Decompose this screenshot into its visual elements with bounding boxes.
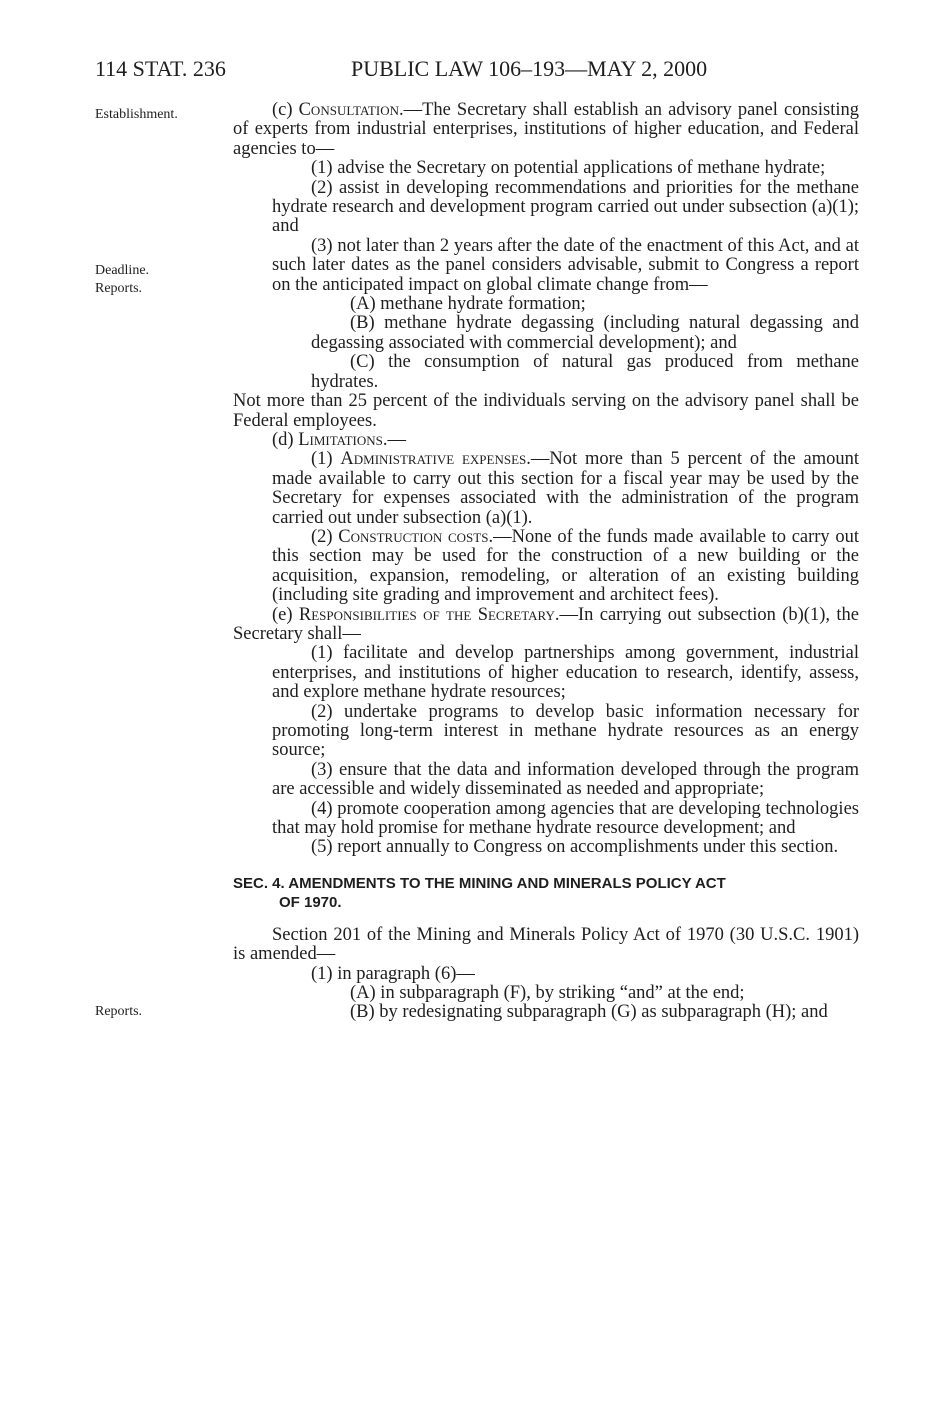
paragraph: (3) not later than 2 years after the date of the enactment of this Act, and at such later dates as the panel considers advisable, submit to Congress a report on the anticipated impact on global climate change from— — [272, 235, 859, 295]
subparagraph: (A) in subparagraph (F), by striking “and” at the end; — [350, 983, 745, 1004]
subparagraph: (B) methane hydrate degassing (including natural degassing and degassing associated with commercial development); and — [311, 313, 859, 353]
section-heading-line: SEC. 4. AMENDMENTS TO THE MINING AND MINERALS POLICY ACT — [233, 874, 726, 892]
subsection-c — [233, 101, 859, 159]
subsection-label: (e) — [272, 604, 299, 625]
margin-note-deadline: Deadline. — [95, 263, 150, 278]
subsection-e — [233, 606, 859, 645]
paragraph-label: (1) — [311, 449, 341, 470]
subsection-heading: Responsibilities of the Secretary — [298, 604, 555, 625]
paragraph: (2) undertake programs to develop basic information necessary for promoting long-term interest in methane hydrate resources as an energy source; — [272, 701, 859, 761]
subparagraph: (B) by redesignating subparagraph (G) as subparagraph (H); and — [350, 1002, 828, 1023]
public-law-header: PUBLIC LAW 106–193—MAY 2, 2000 — [351, 56, 708, 81]
paragraph: (5) report annually to Congress on accomplishments under this section. — [311, 837, 839, 858]
paragraph: (2) assist in developing recommendations and priorities for the methane hydrate research and development program carried out under subsection (a)(1); and — [272, 177, 859, 237]
subsection-heading: Consultation — [298, 100, 399, 120]
section-heading — [233, 874, 859, 912]
body-text — [233, 101, 859, 1023]
paragraph-text: .—None of the funds made available to carry out this section may be used for the construction of a new building or the acquisition, expansion, remodeling, or alteration of an existing building (including site grading and improvement and architect fees). — [272, 526, 859, 606]
subsection-dash: .— — [382, 429, 406, 450]
subsection-label: (d) — [272, 429, 299, 450]
paragraph-text: .—Not more than 5 percent of the amount made available to carry out this section for a fiscal year may be used by the Secretary for expenses associated with the administration of the program carried out under subsection (a)(1). — [272, 449, 859, 528]
subsection-text: .—In carrying out subsection (b)(1), the Secretary shall— — [233, 604, 859, 644]
paragraph: (4) promote cooperation among agencies that are developing technologies that may hold promise for methane hydrate resource development; and — [272, 798, 859, 839]
paragraph: (3) ensure that the data and information developed through the program are accessible and widely disseminated as needed and appropriate; — [272, 759, 859, 800]
section-heading-line: OF 1970. — [279, 893, 342, 911]
closing-text: Not more than 25 percent of the individuals serving on the advisory panel shall be Federal employees. — [233, 391, 859, 431]
margin-note-reports: Reports. — [95, 1004, 143, 1019]
stat-citation: 114 STAT. 236 — [95, 56, 226, 81]
paragraph: (1) facilitate and develop partnerships among government, industrial enterprises, and institutions of higher education to research, identify, assess, and explore methane hydrate resources; — [272, 643, 859, 703]
paragraph: (1) in paragraph (6)— — [311, 963, 475, 984]
subsection-text: .—The Secretary shall establish an advisory panel consisting of experts from industrial enterprises, institutions of higher education, and Federal agencies to— — [233, 100, 859, 159]
margin-note-reports: Reports. — [95, 281, 143, 296]
subsection-label: (c) — [272, 100, 299, 120]
section-intro: Section 201 of the Mining and Minerals Policy Act of 1970 (30 U.S.C. 1901) is amended— — [233, 924, 859, 965]
margin-note-establishment: Establishment. — [95, 107, 178, 122]
subsection-heading: Limitations — [298, 429, 383, 450]
paragraph-label: (2) — [311, 526, 339, 547]
paragraph-heading: Construction costs — [338, 526, 489, 547]
paragraph — [272, 450, 859, 528]
subparagraph: (A) methane hydrate formation; — [350, 294, 586, 315]
subsection-d — [233, 431, 859, 450]
paragraph — [272, 528, 859, 606]
paragraph-heading: Administrative expenses — [340, 449, 527, 470]
paragraph: (1) advise the Secretary on potential applications of methane hydrate; — [311, 158, 826, 179]
subparagraph: (C) the consumption of natural gas produced from methane hydrates. — [311, 352, 859, 392]
